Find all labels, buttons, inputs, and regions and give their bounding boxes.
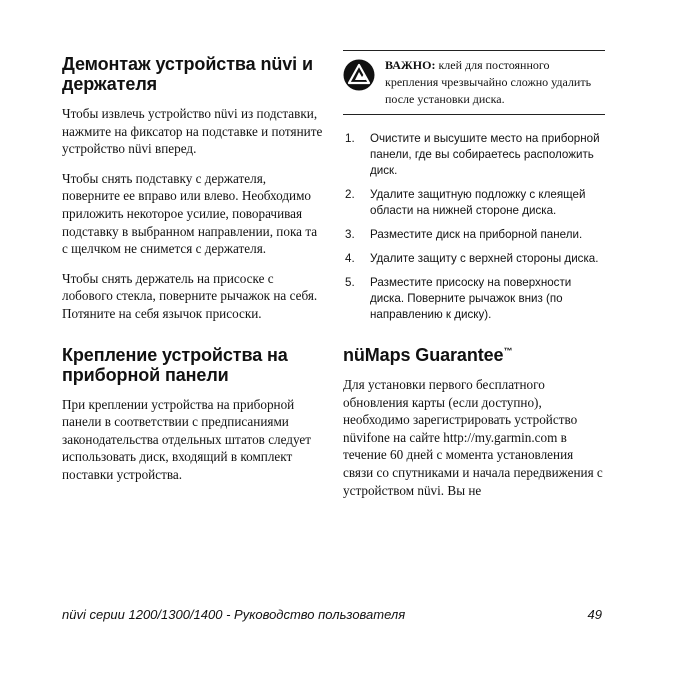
step-number: 1. [345, 132, 355, 145]
page-footer [62, 607, 602, 622]
step-number: 2. [345, 188, 355, 201]
step-text: Разместите диск на приборной панели. [370, 228, 583, 241]
right-column [343, 50, 605, 511]
paragraph-dashboard-disk: При креплении устройства на приборной панели в соответствии с предписаниями законодательства отдельных штатов следует использовать диск, входящий в комплект поставки устройства. [62, 396, 312, 482]
section-heading-numaps [343, 341, 605, 365]
paragraph-remove-suction-mount: Чтобы снять держатель на присоске с лобового стекла, поверните рычажок на себя. Потяните на себя язычок присоски. [62, 270, 318, 321]
section-heading-dashboard-mount: Крепление устройства на приборной панели [62, 344, 288, 385]
warning-badge-icon [343, 59, 375, 91]
step-number: 5. [345, 276, 355, 289]
paragraph-remove-cradle: Чтобы снять подставку с держателя, поверните ее вправо или влево. Необходимо приложить некоторое усилие, поворачивая подставку в выбранном направлении, пока та с щелчком не снимется с держателя. [62, 170, 318, 257]
mounting-steps-list [343, 131, 605, 323]
trademark-symbol: ™ [503, 346, 513, 356]
section-heading-removal: Демонтаж устройства nüvi и держателя [62, 54, 313, 94]
notice-text [385, 57, 605, 108]
important-notice [343, 50, 605, 115]
numaps-title: nüMaps Guarantee [343, 345, 504, 365]
page-number: 49 [587, 607, 602, 622]
step-text: Удалите защиту с верхней стороны диска. [370, 252, 599, 265]
paragraph-numaps: Для установки первого бесплатного обновления карты (если доступно), необходимо зарегистрировать устройство nüvifone на сайте http://my.garmin.com в течение 60 дней с момента установления связи со спутниками и начала передвижения с устройством nüvi. Вы не [343, 377, 603, 498]
list-item [343, 275, 605, 323]
notice-body: клей для постоянного крепления чрезвычайно сложно удалить после установки диска. [385, 58, 592, 106]
list-item [343, 251, 605, 267]
step-text: Очистите и высушите место на приборной панели, где вы собираетесь расположить диск. [370, 132, 600, 177]
paragraph-remove-device: Чтобы извлечь устройство nüvi из подставки, нажмите на фиксатор на подставке и потяните устройство nüvi вперед. [62, 106, 323, 157]
list-item [343, 187, 605, 219]
step-number: 4. [345, 252, 355, 265]
list-item [343, 227, 605, 243]
footer-title: nüvi серии 1200/1300/1400 - Руководство пользователя [62, 607, 406, 622]
left-column [62, 50, 324, 496]
step-number: 3. [345, 228, 355, 241]
notice-label: ВАЖНО: [385, 58, 436, 72]
step-text: Разместите присоску на поверхности диска. Поверните рычажок вниз (по направлению к диску). [370, 276, 572, 321]
step-text: Удалите защитную подложку с клеящей области на нижней стороне диска. [370, 188, 586, 217]
list-item [343, 131, 605, 179]
